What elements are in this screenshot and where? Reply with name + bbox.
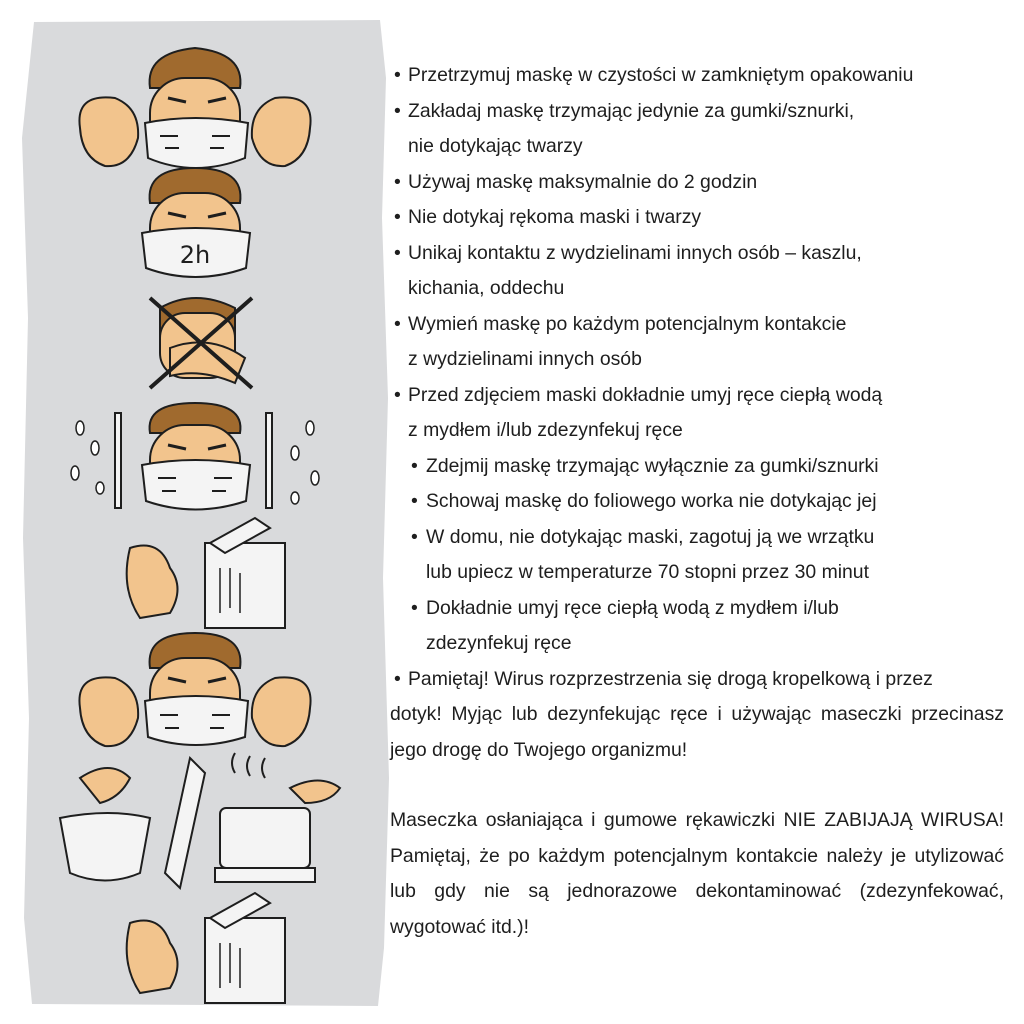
bullet-text-cont: z mydłem i/lub zdezynfekuj ręce: [408, 419, 683, 441]
bullet-text-cont: nie dotykając twarzy: [408, 135, 583, 157]
sub-bullet-text: Zdejmij maskę trzymając wyłącznie za gumki/sznurki: [426, 454, 879, 477]
bullet-text: Przetrzymuj maskę w czystości w zamkniętym opakowaniu: [408, 64, 914, 86]
warning-note: Maseczka osłaniająca i gumowe rękawiczki NIE ZABIJAJĄ WIRUSA! Pamiętaj, że po każdym potencjalnym kontakcie należy je utylizować lub gdy nie są jednorazowe dekontaminować (zdezynfekować, wygotować itd.)!: [390, 809, 1004, 938]
final-list-item: [390, 662, 1004, 769]
mask-2h-icon: [142, 168, 250, 277]
sub-list-item: [390, 449, 1004, 485]
sub-list-item: [390, 520, 1004, 591]
list-item: [390, 200, 1004, 236]
list-item: [390, 236, 1004, 307]
sub-bullet-text-cont: lub upiecz w temperaturze 70 stopni przez 30 minut: [426, 561, 869, 583]
final-text-line1: • Pamiętaj! Wirus rozprzestrzenia się drogą kropelkową i przez: [408, 667, 933, 690]
list-item: [390, 378, 1004, 449]
bullet-text: • Zakładaj maskę trzymając jedynie za gumki/sznurki,: [408, 99, 855, 122]
bullet-text-cont: z wydzielinami innych osób: [408, 348, 642, 370]
bullet-text: • Przed zdjęciem maski dokładnie umyj ręce ciepłą wodą: [408, 383, 883, 406]
mask-duration-label: 2h: [179, 241, 211, 269]
sub-bullet-text-cont: zdezynfekuj ręce: [426, 632, 572, 654]
bullet-text: • Wymień maskę po każdym potencjalnym kontakcie: [408, 312, 847, 335]
list-item: [390, 307, 1004, 378]
sub-bullet-text: • Dokładnie umyj ręce ciepłą wodą z mydłem i/lub: [426, 596, 839, 619]
bullet-text-cont: kichania, oddechu: [408, 277, 565, 299]
sub-bullet-text: • W domu, nie dotykając maski, zagotuj ją we wrzątku: [426, 525, 875, 548]
bullet-text: Nie dotykaj rękoma maski i twarzy: [408, 206, 702, 228]
instructions-text: [390, 58, 1004, 945]
sub-list-item: [390, 591, 1004, 662]
final-text-rest: dotyk! Myjąc lub dezynfekując ręce i używając maseczki przecinasz jego drogę do Twojego organizmu!: [390, 703, 1004, 761]
sub-list-item: [390, 484, 1004, 520]
list-item: [390, 94, 1004, 165]
illustration-panel: [20, 18, 390, 1008]
bullet-text: • Unikaj kontaktu z wydzielinami innych osób – kaszlu,: [408, 241, 862, 264]
sub-bullet-text: Schowaj maskę do foliowego worka nie dotykając jej: [426, 490, 877, 512]
list-item: [390, 58, 1004, 94]
bullet-text: Używaj maskę maksymalnie do 2 godzin: [408, 170, 758, 193]
list-item: [390, 165, 1004, 201]
